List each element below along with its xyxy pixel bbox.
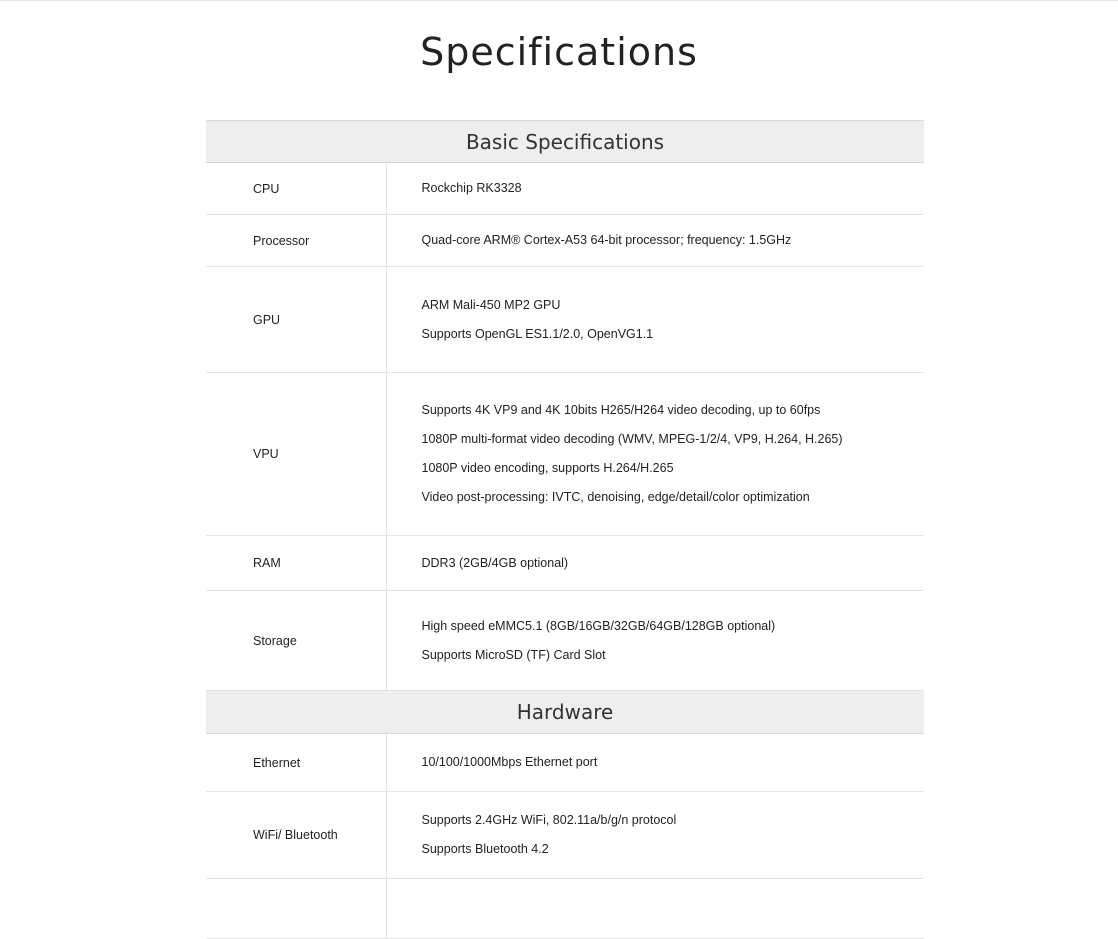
spec-row-wifi-bluetooth (206, 792, 924, 879)
spec-value-line: ARM Mali-450 MP2 GPU (421, 297, 561, 312)
spec-value (386, 163, 924, 215)
section-heading: Basic Specifications (206, 121, 924, 163)
spec-value-line: 10/100/1000Mbps Ethernet port (421, 755, 598, 769)
spec-value (386, 373, 924, 536)
spec-label: CPU (206, 163, 386, 215)
spec-label: VPU (206, 373, 386, 536)
spec-value-line: Video post-processing: IVTC, denoising, edge/detail/color optimization (421, 490, 810, 504)
spec-value-line: Supports MicroSD (TF) Card Slot (421, 647, 606, 662)
spec-row-cpu (206, 163, 924, 215)
section-header-basic (206, 121, 924, 163)
spec-label: Processor (206, 215, 386, 267)
spec-value-line: 1080P video encoding, supports H.264/H.265 (421, 461, 674, 475)
spec-value (386, 734, 924, 792)
spec-value (386, 215, 924, 267)
spec-row-ethernet (206, 734, 924, 792)
page-title: Specifications (420, 30, 698, 74)
spec-label: Ethernet (206, 734, 386, 792)
spec-value (386, 879, 924, 939)
spec-value-line: 1080P multi-format video decoding (WMV, MPEG-1/2/4, VP9, H.264, H.265) (421, 432, 843, 446)
spec-row-ram (206, 536, 924, 591)
spec-value-line: Supports OpenGL ES1.1/2.0, OpenVG1.1 (421, 326, 654, 341)
spec-row-processor (206, 215, 924, 267)
spec-value (386, 536, 924, 591)
spec-label: GPU (206, 267, 386, 373)
spec-value-line: Supports 4K VP9 and 4K 10bits H265/H264 video decoding, up to 60fps (421, 403, 821, 417)
spec-label: Storage (206, 591, 386, 691)
spec-table (206, 120, 924, 939)
spec-label: WiFi/ Bluetooth (206, 792, 386, 879)
section-heading: Hardware (206, 691, 924, 734)
spec-value (386, 792, 924, 879)
spec-value (386, 591, 924, 691)
section-header-hardware (206, 691, 924, 734)
spec-row-gpu (206, 267, 924, 373)
spec-value-line: Supports 2.4GHz WiFi, 802.11a/b/g/n protocol (421, 813, 677, 827)
spec-value-line: Supports Bluetooth 4.2 (421, 842, 549, 856)
spec-row-partial (206, 879, 924, 939)
spec-row-vpu (206, 373, 924, 536)
spec-row-storage (206, 591, 924, 691)
spec-label (206, 879, 386, 939)
spec-value-line: DDR3 (2GB/4GB optional) (421, 555, 569, 570)
spec-value-line: High speed eMMC5.1 (8GB/16GB/32GB/64GB/128GB optional) (421, 618, 776, 633)
spec-label: RAM (206, 536, 386, 591)
spec-value (386, 267, 924, 373)
spec-value-line: Rockchip RK3328 (421, 181, 522, 195)
spec-value-line: Quad-core ARM® Cortex-A53 64-bit processor; frequency: 1.5GHz (421, 233, 792, 247)
